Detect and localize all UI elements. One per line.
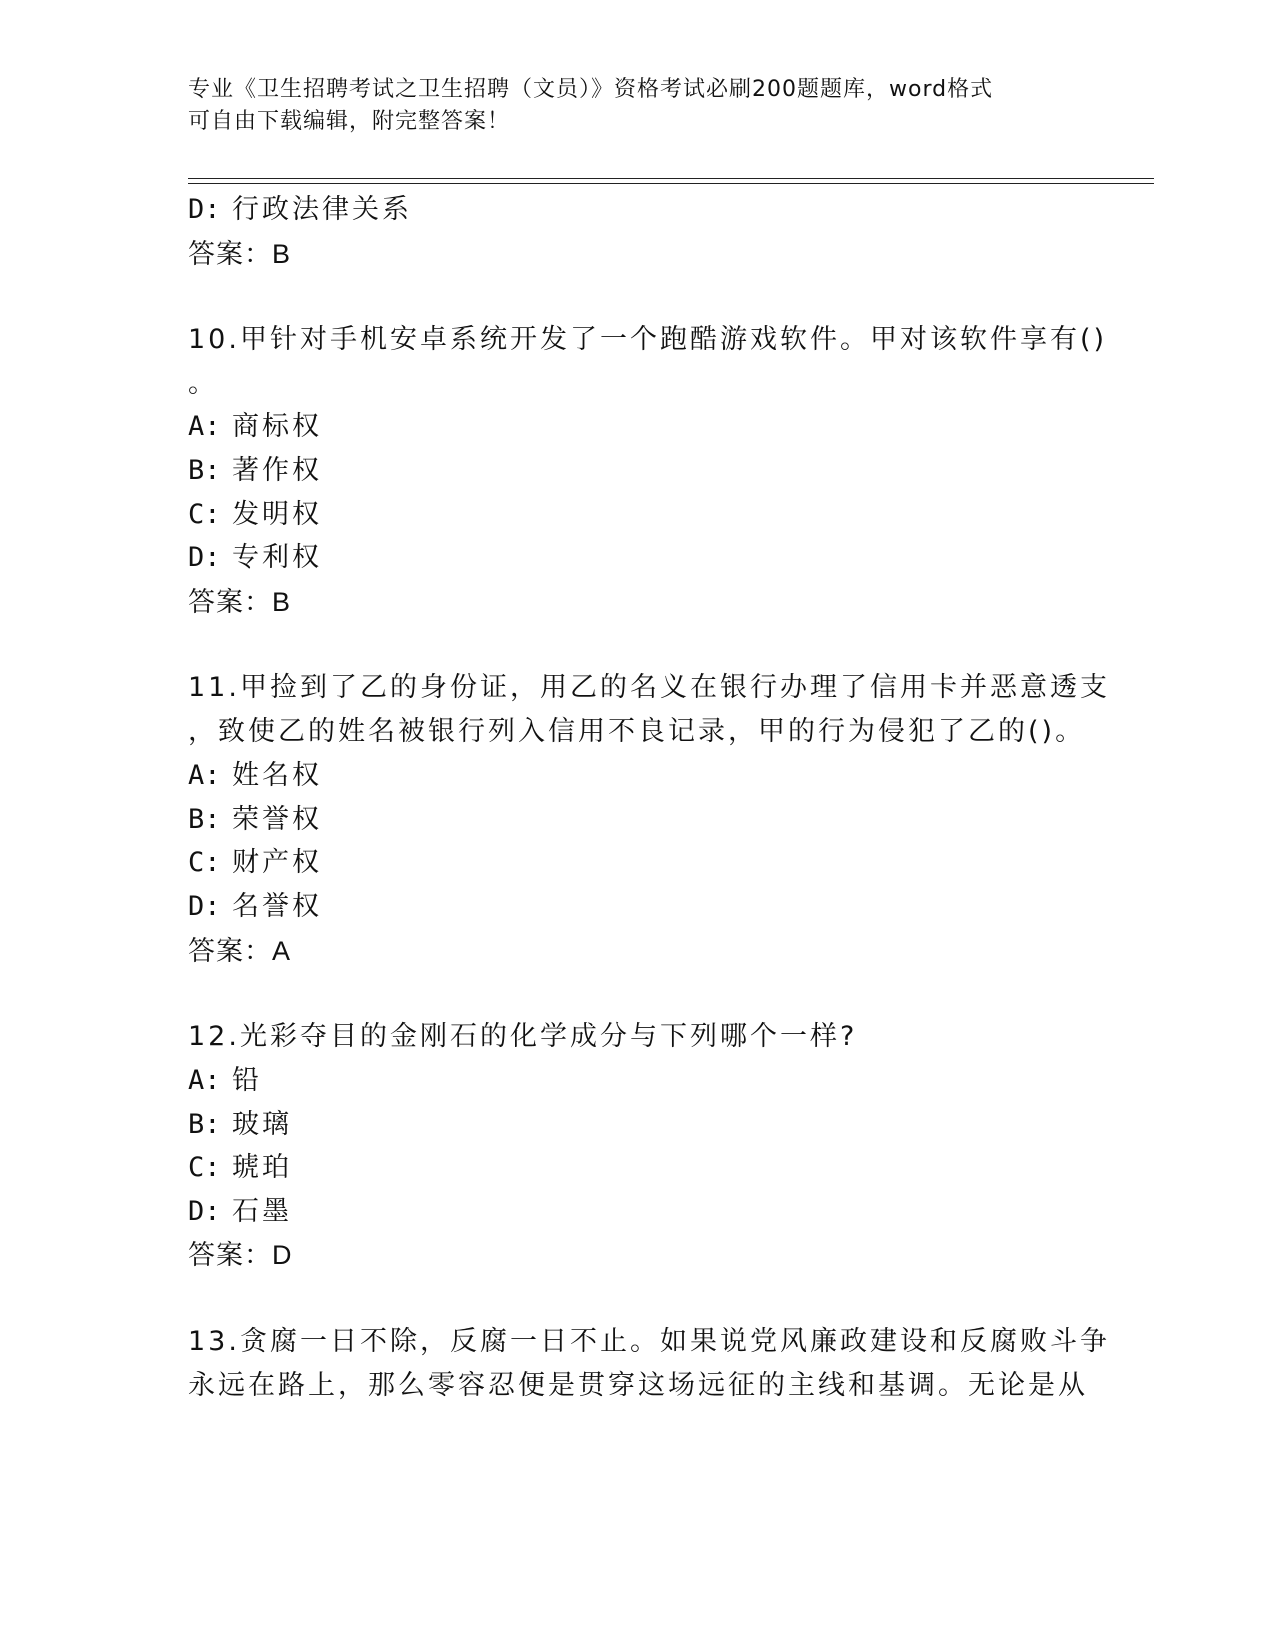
option-letter: A: — [188, 411, 221, 442]
option-letter: B: — [188, 455, 221, 486]
option-letter: D: — [188, 542, 221, 573]
option-text: 行政法律关系 — [232, 194, 412, 225]
q12-option-a — [188, 1061, 262, 1101]
q11-option-c — [188, 843, 322, 883]
option-text: 铅 — [232, 1065, 262, 1096]
q11-stem-line-2: ，致使乙的姓名被银行列入信用不良记录，甲的行为侵犯了乙的()。 — [188, 716, 1086, 747]
q11-option-d — [188, 887, 322, 927]
q12-option-d — [188, 1192, 292, 1232]
header-title-line-2: 可自由下载编辑，附完整答案！ — [188, 109, 511, 134]
option-text: 玻璃 — [232, 1109, 292, 1140]
q10-stem-line-2: 。 — [188, 368, 218, 399]
option-letter: C: — [188, 1152, 221, 1183]
header-divider-top — [188, 178, 1154, 179]
option-text: 财产权 — [232, 847, 322, 878]
option-letter: B: — [188, 804, 221, 835]
header-title-line-1: 专业《卫生招聘考试之卫生招聘（文员）》资格考试必刷200题题库，word格式 — [188, 77, 994, 102]
q11-stem-line-1: 11.甲捡到了乙的身份证，用乙的名义在银行办理了信用卡并恶意透支 — [188, 672, 1110, 703]
q10-option-c — [188, 495, 322, 535]
option-text: 姓名权 — [232, 760, 322, 791]
option-letter: A: — [188, 1065, 221, 1096]
q12-option-c — [188, 1148, 292, 1188]
option-text: 专利权 — [232, 542, 322, 573]
option-text: 商标权 — [232, 411, 322, 442]
q13-stem-line-1: 13.贪腐一日不除，反腐一日不止。如果说党风廉政建设和反腐败斗争 — [188, 1326, 1110, 1357]
q11-answer: 答案：A — [188, 936, 292, 966]
q10-stem-line-1: 10.甲针对手机安卓系统开发了一个跑酷游戏软件。甲对该软件享有() — [188, 324, 1108, 355]
q12-option-b — [188, 1105, 292, 1145]
header-divider-bottom — [188, 183, 1154, 184]
option-text: 名誉权 — [232, 891, 322, 922]
q11-option-a — [188, 756, 322, 796]
q10-option-a — [188, 407, 322, 447]
document-header — [188, 74, 1088, 138]
q11-option-b — [188, 800, 322, 840]
option-letter: D: — [188, 1196, 221, 1227]
option-text: 发明权 — [232, 499, 322, 530]
option-letter: B: — [188, 1109, 221, 1140]
option-letter: C: — [188, 499, 221, 530]
q10-answer: 答案：B — [188, 587, 292, 617]
q12-answer: 答案：D — [188, 1240, 293, 1270]
prev-answer: 答案：B — [188, 239, 292, 269]
option-letter: D: — [188, 891, 221, 922]
option-text: 石墨 — [232, 1196, 292, 1227]
option-letter: D: — [188, 194, 221, 225]
prev-option-d — [188, 190, 412, 230]
option-text: 琥珀 — [232, 1152, 292, 1183]
option-letter: C: — [188, 847, 221, 878]
option-letter: A: — [188, 760, 221, 791]
q13-stem-line-2: 永远在路上，那么零容忍便是贯穿这场远征的主线和基调。无论是从 — [188, 1370, 1088, 1401]
option-text: 著作权 — [232, 455, 322, 486]
option-text: 荣誉权 — [232, 804, 322, 835]
q10-option-d — [188, 538, 322, 578]
q12-stem-line-1: 12.光彩夺目的金刚石的化学成分与下列哪个一样? — [188, 1021, 858, 1052]
q10-option-b — [188, 451, 322, 491]
